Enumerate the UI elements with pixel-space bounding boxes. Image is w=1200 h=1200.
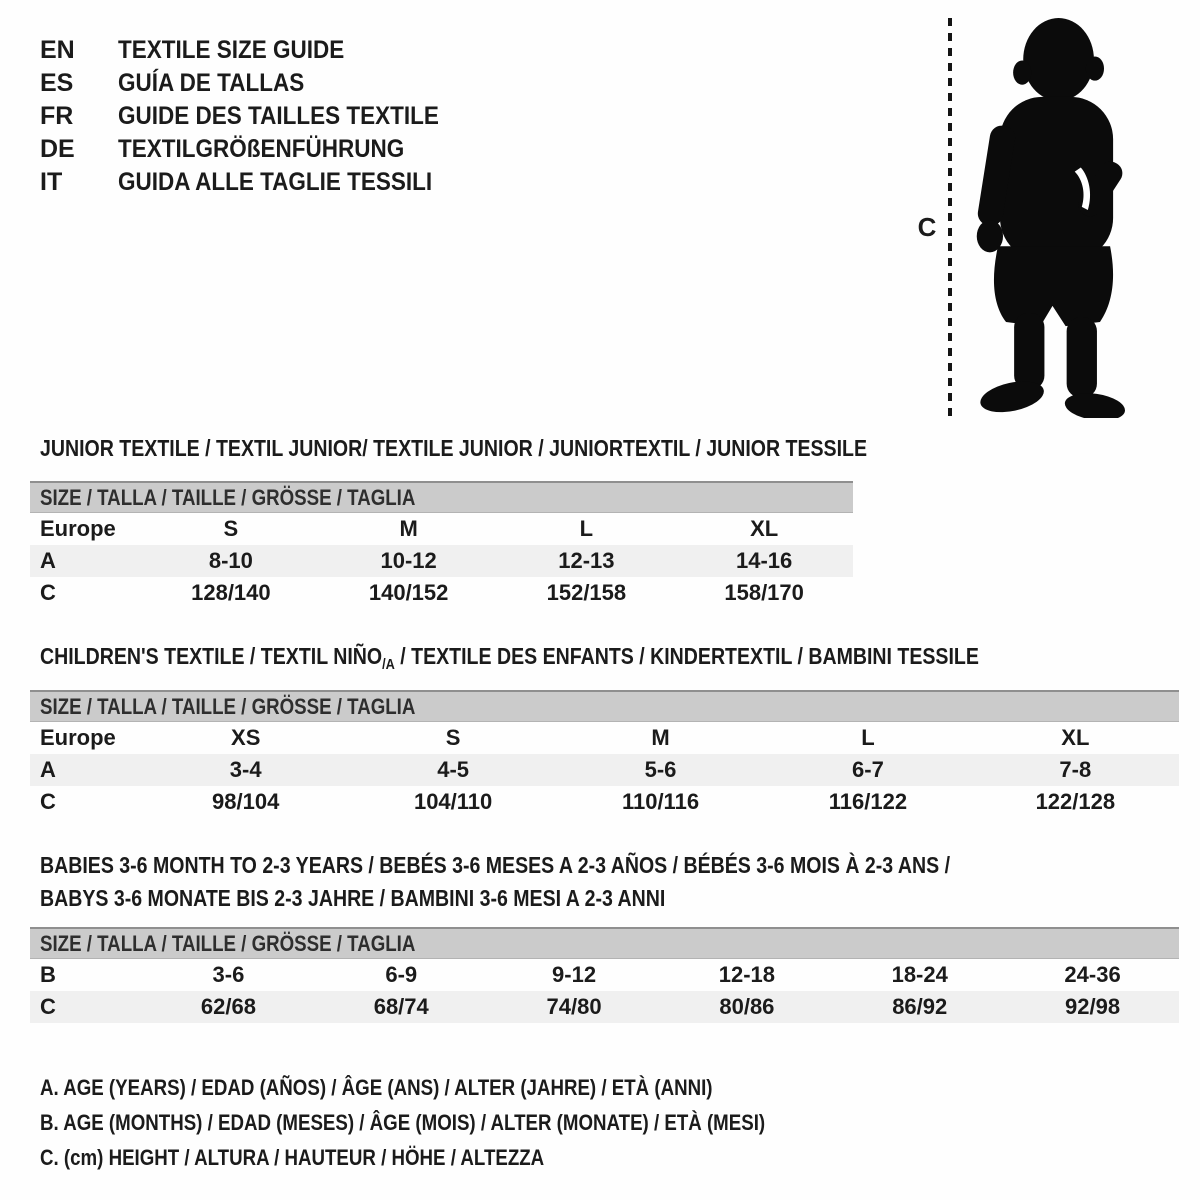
height-cell: 98/104 (212, 789, 280, 814)
lang-title: TEXTILGRÖßENFÜHRUNG (118, 135, 405, 163)
size-header-label: SIZE / TALLA / TAILLE / GRÖSSE / TAGLIA (40, 693, 416, 719)
height-cell: 110/116 (621, 789, 700, 814)
row-label: C (40, 789, 56, 814)
age-cell: 3-4 (229, 757, 262, 782)
nino-a-subscript: /A (382, 656, 395, 673)
lang-title: GUIDE DES TAILLES TEXTILE (118, 102, 439, 130)
legend-line-a: A. AGE (YEARS) / EDAD (AÑOS) / ÂGE (ANS) / ALTER (JAHRE) / ETÀ (ANNI) (40, 1075, 713, 1100)
lang-code: DE (40, 135, 75, 163)
size-cell: L (579, 516, 594, 541)
row-label: Europe (40, 725, 116, 750)
height-cell: 68/74 (373, 994, 429, 1019)
size-header-label: SIZE / TALLA / TAILLE / GRÖSSE / TAGLIA (40, 930, 416, 956)
lang-code: EN (40, 36, 75, 64)
age-cell: 6-7 (852, 757, 884, 782)
age-cell: 14-16 (735, 548, 793, 573)
months-cell: 3-6 (212, 962, 245, 987)
height-cell: 140/152 (368, 580, 449, 605)
row-label: A (40, 548, 56, 573)
table-row-age (30, 545, 853, 577)
months-cell: 12-18 (718, 962, 776, 987)
legend (40, 1070, 893, 1175)
lang-title: GUÍA DE TALLAS (118, 69, 305, 97)
junior-size-table (30, 481, 853, 609)
figure-dimension-label: C (917, 212, 937, 242)
size-header-bar (30, 481, 853, 513)
size-header-bar (30, 690, 1179, 722)
children-section-title: CHILDREN'S TEXTILE / TEXTIL $NIÑO_{/A}$ / TEXTILE DES ENFANTS / KINDERTEXTIL / BAMBINI TESSILE (40, 643, 979, 673)
age-cell: 7-8 (1059, 757, 1092, 782)
months-cell: 24-36 (1064, 962, 1121, 987)
lang-title: GUIDA ALLE TAGLIE TESSILI (118, 168, 433, 196)
months-cell: 9-12 (552, 962, 597, 987)
size-cell: XS (231, 725, 261, 750)
table-row-age (30, 754, 1179, 786)
height-cell: 74/80 (546, 994, 602, 1019)
legend-line-b: B. AGE (MONTHS) / EDAD (MESES) / ÂGE (MOIS) / ALTER (MONATE) / ETÀ (MESI) (40, 1110, 766, 1135)
age-cell: 12-13 (558, 548, 615, 573)
table-row-europe (30, 513, 853, 545)
height-cell: 80/86 (719, 994, 775, 1019)
height-cell: 128/140 (191, 580, 271, 605)
height-cell: 116/122 (828, 789, 908, 814)
lang-code: IT (40, 168, 63, 196)
size-cell: M (651, 725, 670, 750)
table-row-months (30, 959, 1179, 991)
babies-section-title: BABIES 3-6 MONTH TO 2-3 YEARS / BEBÉS 3-6 MESES A 2-3 AÑOS / BÉBÉS 3-6 MOIS À 2-3 ANS / BABYS 3-6 MONATE BIS 2-3 JAHRE / BAMBINI 3-6 MESI A 2-3 ANNI (40, 852, 951, 911)
size-cell: XL (750, 516, 779, 541)
table-row-height (30, 786, 1179, 818)
size-cell: XL (1061, 725, 1090, 750)
size-header-label: SIZE / TALLA / TAILLE / GRÖSSE / TAGLIA (40, 484, 416, 510)
children-size-table (30, 690, 1179, 818)
height-cell: 62/68 (200, 994, 256, 1019)
age-cell: 5-6 (644, 757, 677, 782)
lang-title: TEXTILE SIZE GUIDE (118, 36, 345, 64)
age-cell: 4-5 (437, 757, 469, 782)
height-cell: 104/110 (413, 789, 493, 814)
months-cell: 18-24 (891, 962, 948, 987)
baby-silhouette-icon (966, 12, 1138, 418)
lang-row-de (40, 133, 475, 166)
lang-row-it (40, 166, 475, 199)
height-cell: 152/158 (546, 580, 627, 605)
lang-code: FR (40, 102, 74, 130)
table-row-height (30, 991, 1179, 1023)
lang-row-es (40, 67, 475, 100)
table-row-europe (30, 722, 1179, 754)
size-cell: S (223, 516, 239, 541)
height-cell: 86/92 (892, 994, 948, 1019)
language-title-list (40, 34, 475, 199)
size-cell: M (399, 516, 418, 541)
size-cell: L (861, 725, 875, 750)
size-cell: S (445, 725, 461, 750)
height-cell: 158/170 (724, 580, 804, 605)
legend-line-c: C. (cm) HEIGHT / ALTURA / HAUTEUR / HÖHE / ALTEZZA (40, 1145, 545, 1170)
junior-section-title: JUNIOR TEXTILE / TEXTIL JUNIOR/ TEXTILE JUNIOR / JUNIORTEXTIL / JUNIOR TESSILE (40, 435, 868, 461)
height-cell: 122/128 (1035, 789, 1116, 814)
row-label: C (40, 580, 56, 605)
size-header-bar (30, 927, 1179, 959)
table-row-height (30, 577, 853, 609)
row-label: Europe (40, 516, 116, 541)
age-cell: 10-12 (380, 548, 437, 573)
lang-code: ES (40, 69, 74, 97)
height-dashed-line (948, 18, 952, 416)
babies-size-table (30, 927, 1179, 1023)
row-label: C (40, 994, 56, 1019)
row-label: B (40, 962, 56, 987)
row-label: A (40, 757, 56, 782)
height-cell: 92/98 (1065, 994, 1121, 1019)
lang-row-en (40, 34, 475, 67)
age-cell: 8-10 (208, 548, 253, 573)
months-cell: 6-9 (385, 962, 418, 987)
lang-row-fr (40, 100, 475, 133)
